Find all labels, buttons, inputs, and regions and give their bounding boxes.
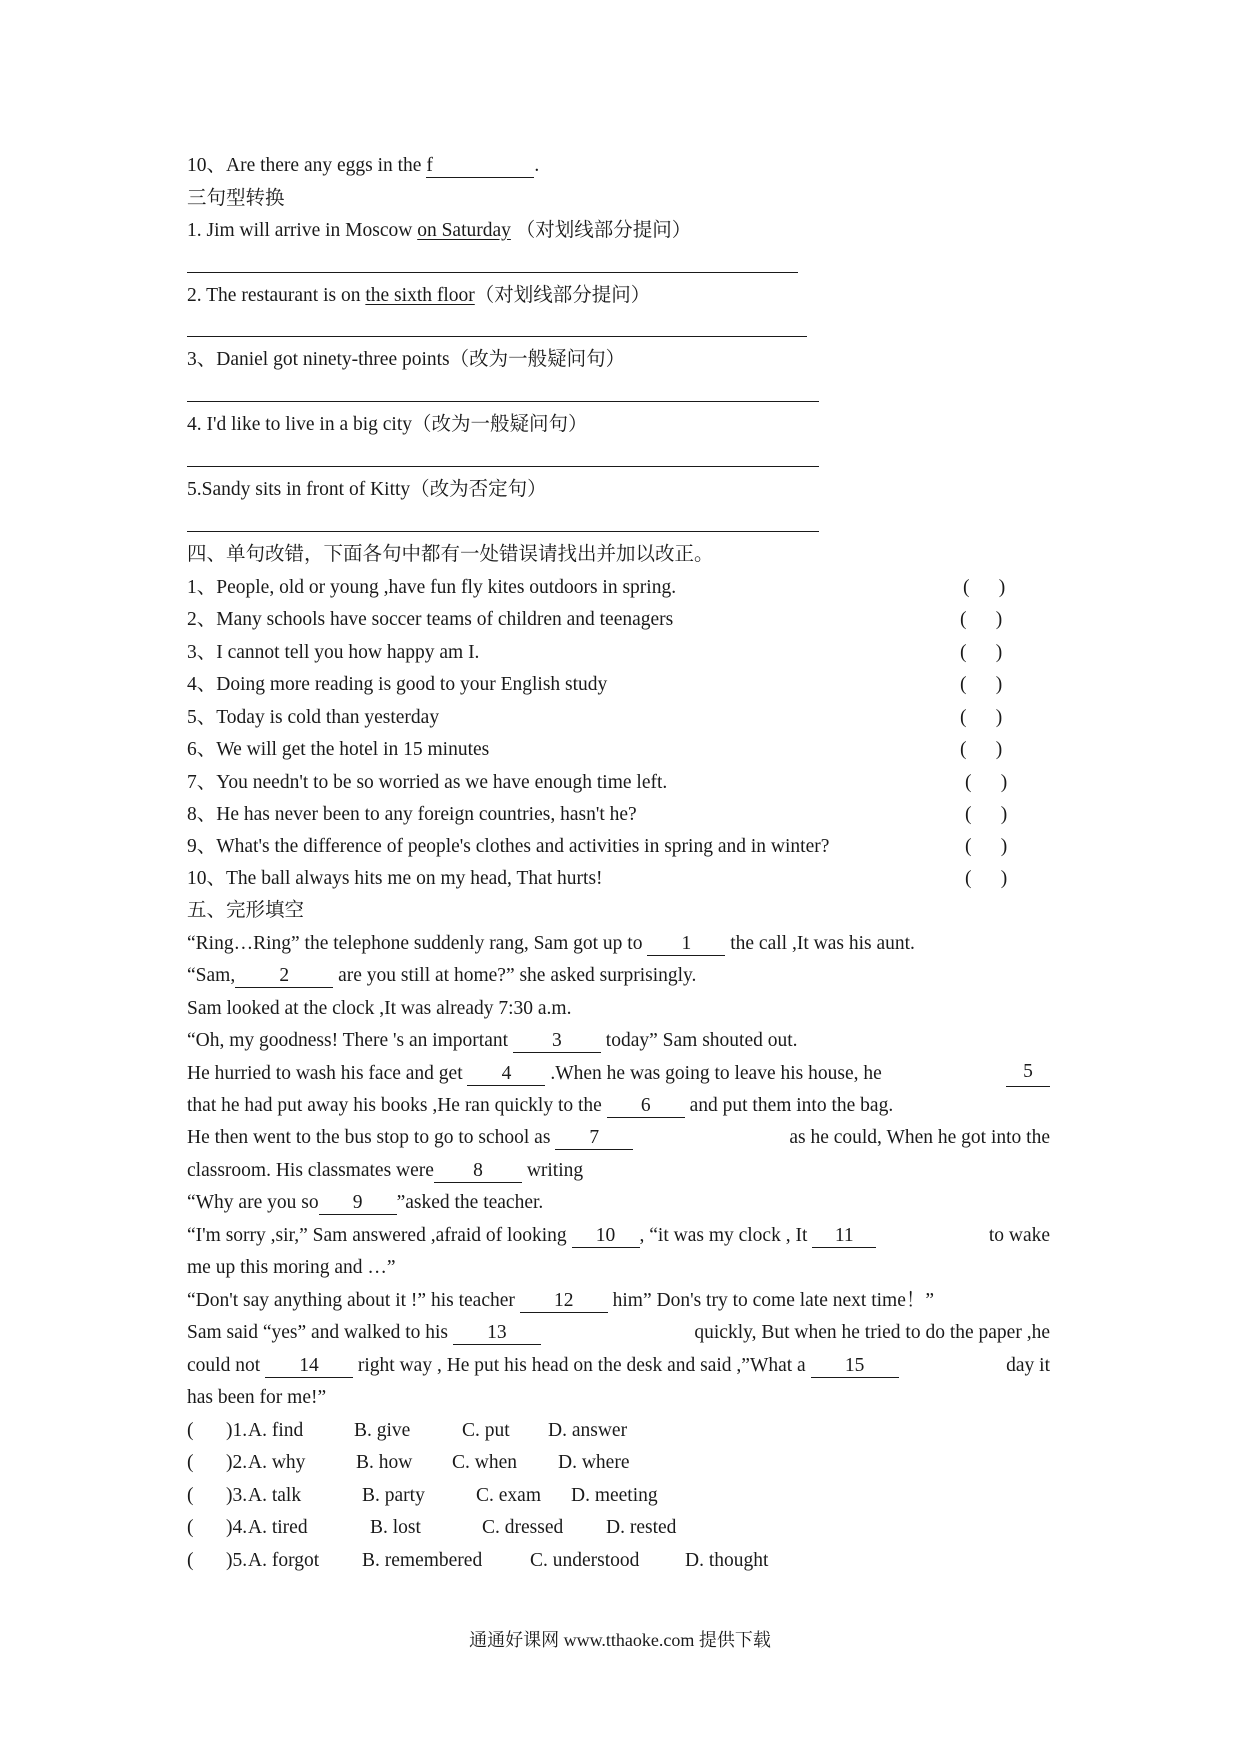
option-number-value: 1 — [232, 1420, 243, 1441]
cloze-text: quickly, But when he tried to do the paper ,he — [694, 1322, 1050, 1343]
option-close-paren: ) — [226, 1550, 233, 1571]
option-d[interactable]: D. answer — [548, 1420, 628, 1441]
cloze-text: day it — [1006, 1355, 1050, 1376]
option-a[interactable]: A. talk — [248, 1485, 302, 1506]
transform-answer-line-1[interactable] — [187, 272, 798, 273]
section4-heading: 四、单句改错，下面各句中都有一处错误请找出并加以改正。 — [187, 544, 714, 565]
option-c[interactable]: C. understood — [530, 1550, 640, 1571]
cloze-text-group — [187, 1353, 899, 1379]
option-d[interactable]: D. where — [558, 1452, 630, 1473]
transform-question-3: 3、Daniel got ninety-three points（改为一般疑问句） — [187, 349, 626, 370]
answer-parentheses[interactable]: ( ) — [960, 609, 1003, 630]
option-number-value: 5 — [232, 1550, 243, 1571]
cloze-text: right way , He put his head on the desk and said ,”What a — [353, 1355, 811, 1376]
answer-parentheses[interactable]: ( ) — [965, 836, 1008, 857]
cloze-line — [187, 931, 915, 957]
cloze-line — [187, 1288, 934, 1314]
transform-question-4: 4. I'd like to live in a big city（改为一般疑问句） — [187, 414, 588, 435]
option-number: )3. — [226, 1485, 248, 1506]
cloze-text: ”asked the teacher. — [396, 1192, 544, 1213]
cloze-text: “I'm sorry ,sir,” Sam answered ,afraid of looking — [187, 1225, 572, 1246]
option-b[interactable]: B. how — [356, 1452, 413, 1473]
answer-parentheses[interactable]: ( ) — [965, 804, 1008, 825]
answer-parentheses[interactable]: ( ) — [965, 868, 1008, 889]
cloze-line: has been for me!” — [187, 1387, 327, 1408]
cloze-text: “Sam, — [187, 965, 236, 986]
transform-question-5: 5.Sandy sits in front of Kitty（改为否定句） — [187, 479, 547, 500]
option-close-paren: ) — [226, 1517, 233, 1538]
error-correction-item: 2、Many schools have soccer teams of children and teenagers — [187, 609, 674, 630]
cloze-text: classroom. His classmates were — [187, 1160, 434, 1181]
cloze-blank-7[interactable]: 7 — [555, 1127, 633, 1150]
cloze-line: me up this moring and …” — [187, 1257, 396, 1278]
option-open-paren[interactable]: ( — [187, 1485, 194, 1506]
cloze-text-group — [187, 1125, 633, 1151]
option-b[interactable]: B. give — [354, 1420, 411, 1441]
cloze-text: and put them into the bag. — [684, 1095, 894, 1116]
transform-question-2 — [187, 283, 650, 309]
transform-q2-underlined: the sixth floor — [365, 285, 475, 306]
transform-q1-underlined: on Saturday — [417, 220, 511, 241]
error-correction-item: 7、You needn't to be so worried as we have enough time left. — [187, 772, 668, 793]
cloze-text: him” Don's try to come late next time！” — [607, 1290, 935, 1311]
answer-parentheses[interactable]: ( ) — [965, 772, 1008, 793]
option-close-paren: ) — [226, 1485, 233, 1506]
transform-answer-line-5[interactable] — [187, 531, 819, 532]
option-open-paren[interactable]: ( — [187, 1517, 194, 1538]
cloze-blank-8[interactable]: 8 — [434, 1160, 522, 1183]
cloze-line — [187, 1158, 583, 1184]
option-open-paren[interactable]: ( — [187, 1550, 194, 1571]
cloze-text: are you still at home?” she asked surprisingly. — [333, 965, 697, 986]
error-correction-item: 3、I cannot tell you how happy am I. — [187, 642, 480, 663]
answer-parentheses[interactable]: ( ) — [960, 642, 1003, 663]
option-number: )4. — [226, 1517, 248, 1538]
error-correction-item: 10、The ball always hits me on my head, That hurts! — [187, 868, 603, 889]
vocab-question-10 — [187, 153, 539, 179]
cloze-text: He then went to the bus stop to go to school as — [187, 1127, 556, 1148]
option-c[interactable]: C. when — [452, 1452, 517, 1473]
option-c[interactable]: C. put — [462, 1420, 510, 1441]
cloze-blank-12[interactable]: 12 — [520, 1290, 608, 1313]
vocab-q10-blank[interactable] — [426, 155, 534, 178]
cloze-text: as he could, When he got into the — [789, 1127, 1050, 1148]
transform-answer-line-4[interactable] — [187, 466, 819, 467]
option-a[interactable]: A. why — [248, 1452, 306, 1473]
transform-q2-instruction: （对划线部分提问） — [474, 285, 651, 306]
section5-heading: 五、完形填空 — [187, 900, 305, 921]
option-c[interactable]: C. dressed — [482, 1517, 564, 1538]
option-b[interactable]: B. lost — [370, 1517, 421, 1538]
cloze-blank-11[interactable]: 11 — [812, 1225, 876, 1248]
cloze-line — [187, 1125, 1050, 1151]
cloze-text: today” Sam shouted out. — [600, 1030, 798, 1051]
option-number-value: 3 — [232, 1485, 243, 1506]
error-correction-item: 4、Doing more reading is good to your English study — [187, 674, 608, 695]
cloze-text: that he had put away his books ,He ran quickly to the — [187, 1095, 607, 1116]
cloze-text: “Why are you so — [187, 1192, 319, 1213]
option-number-value: 4 — [232, 1517, 243, 1538]
cloze-text: “Don't say anything about it !” his teacher — [187, 1290, 520, 1311]
vocab-q10-prefix: 10、Are there any eggs in the — [187, 155, 427, 176]
option-d[interactable]: D. rested — [606, 1517, 677, 1538]
cloze-line — [187, 1028, 798, 1054]
cloze-text-group — [187, 1320, 541, 1346]
cloze-text: writing — [521, 1160, 584, 1181]
option-d[interactable]: D. meeting — [571, 1485, 658, 1506]
cloze-blank-6[interactable]: 6 — [607, 1095, 685, 1118]
cloze-line — [187, 1061, 1050, 1087]
answer-parentheses[interactable]: ( ) — [960, 739, 1003, 760]
cloze-text: could not — [187, 1355, 265, 1376]
transform-question-1 — [187, 218, 691, 244]
error-correction-item: 6、We will get the hotel in 15 minutes — [187, 739, 490, 760]
cloze-text: He hurried to wash his face and get — [187, 1063, 468, 1084]
option-a[interactable]: A. tired — [248, 1517, 308, 1538]
cloze-text-group — [187, 1223, 876, 1249]
transform-q1-instruction: （对划线部分提问） — [510, 220, 692, 241]
option-open-paren[interactable]: ( — [187, 1420, 194, 1441]
cloze-text: , “it was my clock , It — [639, 1225, 813, 1246]
answer-parentheses[interactable]: ( ) — [960, 674, 1003, 695]
cloze-blank-2[interactable]: 2 — [235, 965, 333, 988]
error-correction-item: 1、People, old or young ,have fun fly kites outdoors in spring. — [187, 577, 677, 598]
cloze-line: Sam looked at the clock ,It was already 7:30 a.m. — [187, 998, 572, 1019]
cloze-text-group — [187, 1061, 882, 1087]
cloze-blank-14[interactable]: 14 — [265, 1355, 353, 1378]
transform-answer-line-3[interactable] — [187, 401, 819, 402]
answer-parentheses[interactable]: ( ) — [960, 707, 1003, 728]
cloze-text: “Ring…Ring” the telephone suddenly rang, Sam got up to — [187, 933, 648, 954]
option-b[interactable]: B. party — [362, 1485, 425, 1506]
option-a[interactable]: A. forgot — [248, 1550, 320, 1571]
cloze-text: the call ,It was his aunt. — [725, 933, 915, 954]
option-d[interactable]: D. thought — [685, 1550, 769, 1571]
cloze-line — [187, 1353, 1050, 1379]
cloze-blank-15[interactable]: 15 — [811, 1355, 899, 1378]
cloze-blank-3[interactable]: 3 — [513, 1030, 601, 1053]
vocab-q10-first-letter: f — [426, 155, 433, 176]
cloze-text: to wake — [988, 1225, 1050, 1246]
cloze-line — [187, 1190, 543, 1216]
cloze-line — [187, 1320, 1050, 1346]
transform-q2-text: 2. The restaurant is on — [187, 285, 366, 306]
cloze-blank-9[interactable]: 9 — [319, 1192, 397, 1215]
option-number: )2. — [226, 1452, 248, 1473]
option-number: )1. — [226, 1420, 248, 1441]
answer-parentheses[interactable]: ( ) — [963, 577, 1006, 598]
cloze-blank-13[interactable]: 13 — [453, 1322, 541, 1345]
option-close-paren: ) — [226, 1452, 233, 1473]
error-correction-item: 5、Today is cold than yesterday — [187, 707, 440, 728]
transform-q1-text: 1. Jim will arrive in Moscow — [187, 220, 418, 241]
cloze-blank-4[interactable]: 4 — [467, 1063, 545, 1086]
vocab-q10-suffix: . — [534, 155, 540, 176]
option-number: )5. — [226, 1550, 248, 1571]
cloze-blank-5[interactable]: 5 — [1006, 1061, 1050, 1087]
error-correction-item: 9、What's the difference of people's clothes and activities in spring and in winter? — [187, 836, 830, 857]
cloze-line — [187, 1223, 1050, 1249]
cloze-text: Sam said “yes” and walked to his — [187, 1322, 453, 1343]
cloze-blank-10[interactable]: 10 — [572, 1225, 640, 1248]
error-correction-item: 8、He has never been to any foreign countries, hasn't he? — [187, 804, 637, 825]
cloze-blank-1[interactable]: 1 — [647, 933, 725, 956]
option-close-paren: ) — [226, 1420, 233, 1441]
cloze-line — [187, 963, 696, 989]
cloze-line — [187, 1093, 893, 1119]
option-c[interactable]: C. exam — [476, 1485, 541, 1506]
section3-heading: 三句型转换 — [187, 188, 285, 209]
option-b[interactable]: B. remembered — [362, 1550, 483, 1571]
option-open-paren[interactable]: ( — [187, 1452, 194, 1473]
cloze-text: .When he was going to leave his house, he — [545, 1063, 882, 1084]
cloze-text: “Oh, my goodness! There 's an important — [187, 1030, 513, 1051]
page-footer: 通通好课网 www.tthaoke.com 提供下载 — [469, 1630, 771, 1650]
option-a[interactable]: A. find — [248, 1420, 304, 1441]
option-number-value: 2 — [232, 1452, 243, 1473]
transform-answer-line-2[interactable] — [187, 336, 807, 337]
